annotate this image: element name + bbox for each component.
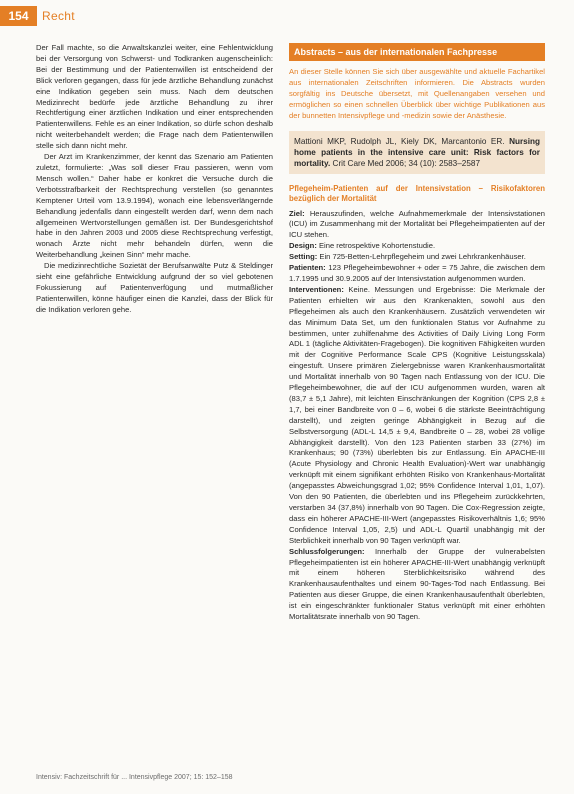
abstract-paragraph bbox=[289, 241, 545, 252]
abstract-label: Interventionen: bbox=[289, 284, 344, 294]
page-footer: Intensiv: Fachzeitschrift für ... Intensivpflege 2007; 15: 152–158 bbox=[36, 774, 233, 781]
abstract-text: Herauszufinden, welche Aufnahmemerkmale der Intensivstationen (ICU) im Zusammenhang mit der Mortalität bei Pflegeheimpatienten auf der ICU stehen. bbox=[289, 208, 545, 240]
abstract-paragraph bbox=[289, 285, 545, 547]
left-column bbox=[36, 43, 273, 316]
page-header bbox=[0, 6, 574, 26]
abstract-paragraph bbox=[289, 547, 545, 623]
abstracts-box-title: Abstracts – aus der internationalen Fachpresse bbox=[289, 43, 545, 61]
page-number: 154 bbox=[0, 6, 37, 26]
abstract-label: Ziel: bbox=[289, 208, 305, 218]
abstract-label: Setting: bbox=[289, 252, 318, 262]
body-paragraph: Der Fall machte, so die Anwaltskanzlei weiter, eine Fehlentwicklung bei der Versorgung von Schwerst- und Todkranken augenscheinlich: Bei der Bestimmung und der Patientenwillen ist entscheidend der Blick verloren gegangen, dass für jede ärztliche Behandlung zunächst eine Indikation gegeben sein muss. Nach dem deutschen Medizinrecht bedürfe jede ärztliche Behandlung zu ihrer Rechtfertigung einer ärztlichen Indikation und einer entsprechenden Patientenwillens. Fehle es an einer Indikation, so dürfe schon deshalb nicht weiterbehandelt werden; die Frage nach dem Patientenwillen stelle sich dann nicht mehr. bbox=[36, 43, 273, 151]
abstract-label: Patienten: bbox=[289, 263, 326, 273]
abstract-text: 123 Pflegeheimbewohner + oder = 75 Jahre, die zwischen dem 1.7.1995 und 30.9.2005 auf der Intensivstation aufgenommen wurden. bbox=[289, 263, 545, 283]
section-label: Recht bbox=[42, 9, 75, 23]
abstract-text: Keine. Messungen und Ergebnisse: Die Merkmale der Patienten erhielten wir aus den Krankenakten, sowohl aus den Pflegeheimen als auch den Krankenhäusern. Zusätzlich verwendeten wir das Minimum Data Set, um den funktionalen Status vor Aufnahme zu bestimmen, unter zuhilfenahme des Activities of Daily Living Long Form ADL 1 (tägliche Aktivitäten-Fragebogen). Die kognitiven Fähigkeiten wurden mit der Cognitive Performance Scale CPS (Kognitive Leistungsskala) eingestuft. Unsere primären Zielergebnisse waren Krankenhausmortalität und Mortalität innerhalb von 90 Tagen nach Entlassung von der ICU. Die Pflegeheimbewohner, die auf der ICU aufgenommen wurden, waren alt (83,7 ± 5,1 Jahre), mit leichten Einschränkungen der Kognition (CPS 2,8 ± 1,7, bei einer Bandbreite von 0 – 6, wobei 6 die stärkste Beeinträchtigung darstellt), und zeigten geringe Abhängigkeit in Bezug auf die Selbstversorgung (ADL-L 14,5 ± 9,4, Bandbreite 0 – 28, wobei 28 völlige Abhängigkeit darstellt). Von den 123 Patienten starben 33 (27%) im Krankenhaus; 90 (73%) überlebten bis zur Entlassung. Ein APACHE-III (Acute Physiology and Chronic Health Evaluation)-Wert war unabhängig verknüpft mit einem signifikant erhöhten Risiko von Krankenhaus-Mortalität (angepasstes Abweichungsgrad 1,02; 95% Confidence Interval 1,01, 1,07). Von den 90 Patienten, die überlebten und ins Pflegeheim zurückkehrten, verstarben 34 (37,8%) innerhalb von 90 Tagen. Die Cox-Regression zeigte, dass ein höherer APACHE-III-Wert (angepasstes Risikoverhältnis 1,6; 95% Confidence Interval 1,05, 2,5) und ADL-L Quartil unabhängig mit der Sterblichkeit innerhalb von 90 Tagen verknüpft war. bbox=[289, 284, 545, 545]
reference-authors: Mattioni MKP, Rudolph JL, Kiely DK, Marcantonio ER. bbox=[294, 136, 505, 146]
abstract-label: Design: bbox=[289, 241, 317, 251]
abstract-text: Ein 725-Betten-Lehrpflegeheim und zwei Lehrkrankenhäuser. bbox=[319, 252, 526, 262]
abstract-label: Schlussfolgerungen: bbox=[289, 546, 365, 556]
abstract-paragraph bbox=[289, 252, 545, 263]
right-column bbox=[289, 43, 545, 623]
abstract-paragraph bbox=[289, 263, 545, 285]
body-paragraph: Die medizinrechtliche Sozietät der Berufsanwälte Putz & Steldinger sieht eine gefährliche Entwicklung aufgrund der so viel gebotenen Fokussierung auf Patientenverfügung und mutmaßlicher Patientenwillen, könne häufiger einen die Kanzlei, dass der Blick für die Indikation verloren gehe. bbox=[36, 261, 273, 314]
abstract-text: Innerhalb der Gruppe der vulnerabelsten Pflegeheimpatienten ist ein höherer APACHE-III-Wert unabhängig verknüpft mit einem höheren Sterblichkeitsrisiko während des Krankenhausaufenthaltes und einem 90-Tages-Tod nach Entlassung. Bei Patienten aus dieser Gruppe, die einen Krankenhausaufenthalt überlebten, ist ein eingeschränkter funktionaler Status verknüpft mit einer erhöhten Mortalitätsrate innerhalb von 90 Tagen. bbox=[289, 546, 545, 622]
body-paragraph: Der Arzt im Krankenzimmer, der kennt das Szenario am Patienten zuletzt, formulierte: „Was soll dieser Frau passieren, wenn vom Mensch wollen.“ Daher habe er konkret die Versuche durch die Verbotsstrafbarkeit der Rechtsprechung verstellen (so genanntes Kemptener Urteil vom 13.9.1994), wonach eine lebensverlängernde Behandlung jedenfalls dann eingestellt werden darf, wenn dem nach allgemeinen Wertvorstellungen gemäßen ist. Der Bundesgerichtshof habe in den Jahren 2003 und 2005 diese Rechtsprechung verfestigt, wonach Ärzte nicht mehr behandeln dürfen, wenn die Weiterbehandlung „keinen Sinn“ mehr mache. bbox=[36, 152, 273, 260]
abstract-body bbox=[289, 209, 545, 623]
reference-box bbox=[289, 131, 545, 174]
reference-title: Nursing home patients in the intensive care unit: Risk factors for mortality. bbox=[294, 136, 540, 168]
article-title: Pflegeheim-Patienten auf der Intensivstation – Risikofaktoren bezüglich der Mortalität bbox=[289, 183, 545, 204]
abstracts-intro: An dieser Stelle können Sie sich über ausgewählte und aktuelle Fachartikel aus internationalen Zeitschriften informieren. Die Abstracts wurden sorgfältig ins Deutsche übersetzt, mit Quellenangaben versehen und ermöglichen so einen schnellen Überblick über wichtige Publikationen aus der bunnetten Intensivpflege und -medizin sowie der Anästhesie. bbox=[289, 67, 545, 120]
abstract-paragraph bbox=[289, 209, 545, 242]
abstract-text: Eine retrospektive Kohortenstudie. bbox=[318, 241, 436, 251]
reference-source: Crit Care Med 2006; 34 (10): 2583–2587 bbox=[332, 158, 480, 168]
